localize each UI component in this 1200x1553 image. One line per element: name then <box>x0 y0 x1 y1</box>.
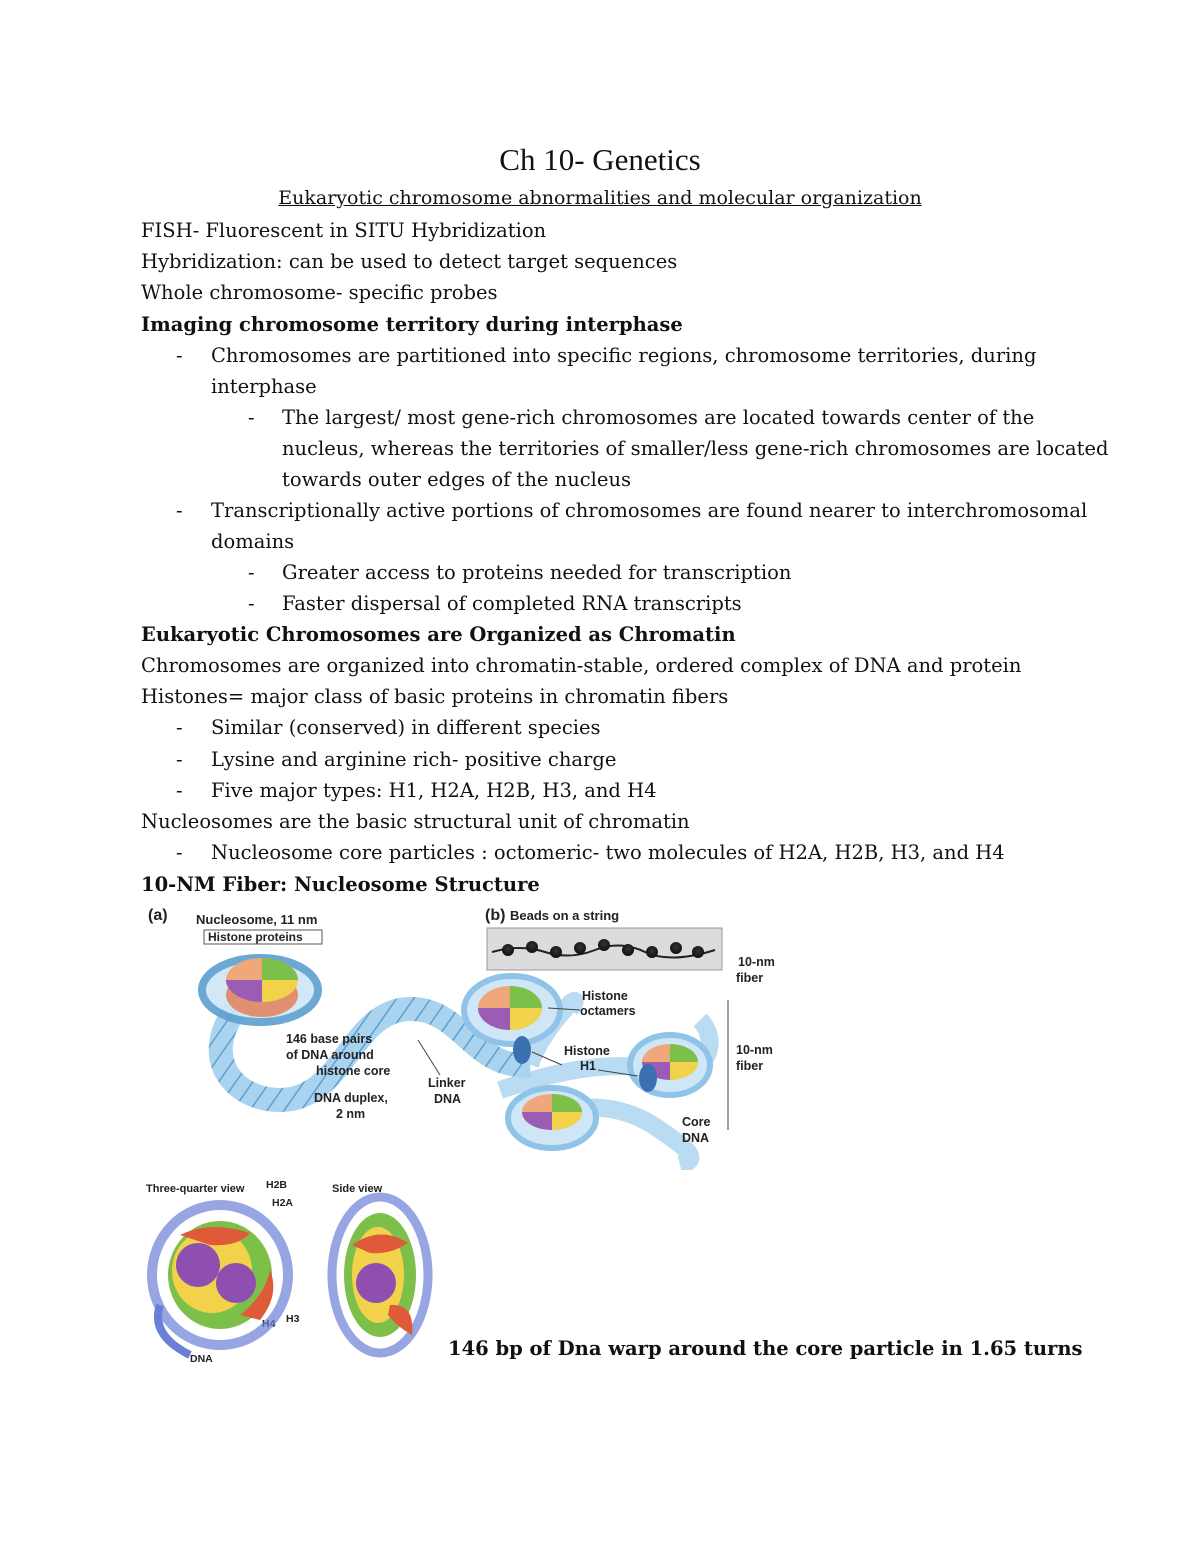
nucleosome-size-label: Nucleosome, 11 nm <box>196 912 318 927</box>
text-line: Similar (conserved) in different species <box>211 716 601 739</box>
side-view-label: Side view <box>332 1183 383 1195</box>
text-line: Five major types: H1, H2A, H2B, H3, and H4 <box>211 779 657 802</box>
h2b-label: H2B <box>266 1179 288 1191</box>
histone-octamer-a <box>226 958 298 1017</box>
page-title: Ch 10- Genetics <box>499 142 701 177</box>
three-quarter-view-label: Three-quarter view <box>146 1183 245 1195</box>
bullet-dash: - <box>176 748 183 771</box>
text-line: interphase <box>211 375 317 398</box>
h1-linker-a <box>513 1036 531 1064</box>
h1-label-1: Histone <box>564 1044 610 1058</box>
h4-label: H4 <box>262 1318 276 1330</box>
h1-linker-b <box>639 1064 657 1092</box>
histone-proteins-label: Histone proteins <box>208 930 303 944</box>
page-subtitle: Eukaryotic chromosome abnormalities and molecular organization <box>278 187 922 209</box>
text-line: nucleus, whereas the territories of smaller/less gene-rich chromosomes are located <box>282 437 1109 460</box>
section-heading: Eukaryotic Chromosomes are Organized as Chromatin <box>141 623 736 646</box>
crystal-structure-figure <box>140 1175 460 1370</box>
text-line: Whole chromosome- specific probes <box>141 281 498 304</box>
fiber-label-mid-1: 10-nm <box>736 1043 773 1057</box>
side-structure <box>332 1197 428 1353</box>
fiber-label-top-1: 10-nm <box>738 955 775 969</box>
bullet-dash: - <box>176 716 183 739</box>
text-line: towards outer edges of the nucleus <box>282 468 632 491</box>
three-quarter-structure <box>152 1205 288 1355</box>
h2a-label: H2A <box>272 1197 294 1209</box>
text-line: FISH- Fluorescent in SITU Hybridization <box>141 219 547 242</box>
text-line: domains <box>211 530 295 553</box>
linker-label-1: Linker <box>428 1076 466 1090</box>
beads-title: Beads on a string <box>510 908 620 923</box>
section-heading: Imaging chromosome territory during interphase <box>141 313 683 336</box>
text-line: Transcriptionally active portions of chromosomes are found nearer to interchromosomal <box>211 499 1088 522</box>
bullet-dash: - <box>176 499 183 522</box>
h1-label-2: H1 <box>580 1059 596 1073</box>
text-line: Chromosomes are organized into chromatin-stable, ordered complex of DNA and protein <box>141 654 1022 677</box>
histone-octamer-b1 <box>464 976 560 1044</box>
section-heading: 10-NM Fiber: Nucleosome Structure <box>141 873 540 896</box>
bullet-dash: - <box>248 406 255 429</box>
duplex-label-2: 2 nm <box>336 1107 366 1121</box>
histone-octamer-b3 <box>508 1088 596 1148</box>
text-line: Greater access to proteins needed for transcription <box>282 561 792 584</box>
bullet-dash: - <box>176 344 183 367</box>
bp-label-3: histone core <box>316 1064 391 1078</box>
bullet-dash: - <box>248 592 255 615</box>
fiber-label-top-2: fiber <box>736 971 764 985</box>
bullet-dash: - <box>176 841 183 864</box>
panel-b-label: (b) <box>485 907 506 924</box>
text-line: Faster dispersal of completed RNA transcripts <box>282 592 742 615</box>
text-line: Chromosomes are partitioned into specific regions, chromosome territories, during <box>211 344 1037 367</box>
text-line: Hybridization: can be used to detect target sequences <box>141 250 678 273</box>
text-line: Nucleosomes are the basic structural unit of chromatin <box>141 810 690 833</box>
text-line: Lysine and arginine rich- positive charge <box>211 748 617 771</box>
bullet-dash: - <box>248 561 255 584</box>
core-dna-label-2: DNA <box>682 1131 710 1145</box>
octamer-label-1: Histone <box>582 989 628 1003</box>
panel-a-label: (a) <box>148 907 168 924</box>
figure-caption: 146 bp of Dna warp around the core particle in 1.65 turns <box>448 1337 1083 1360</box>
bullet-dash: - <box>176 779 183 802</box>
linker-label-2: DNA <box>434 1092 462 1106</box>
octamer-label-2: octamers <box>580 1004 636 1018</box>
text-line: Histones= major class of basic proteins in chromatin fibers <box>141 685 729 708</box>
bp-label-1: 146 base pairs <box>286 1032 373 1046</box>
fiber-label-mid-2: fiber <box>736 1059 764 1073</box>
core-dna-label-1: Core <box>682 1115 711 1129</box>
text-line: The largest/ most gene-rich chromosomes are located towards center of the <box>282 406 1035 429</box>
bp-label-2: of DNA around <box>286 1048 374 1062</box>
text-line: Nucleosome core particles : octomeric- two molecules of H2A, H2B, H3, and H4 <box>211 841 1005 864</box>
nucleosome-diagram <box>140 900 800 1170</box>
h3-label: H3 <box>286 1313 300 1325</box>
duplex-label-1: DNA duplex, <box>314 1091 388 1105</box>
dna-label: DNA <box>190 1353 213 1365</box>
